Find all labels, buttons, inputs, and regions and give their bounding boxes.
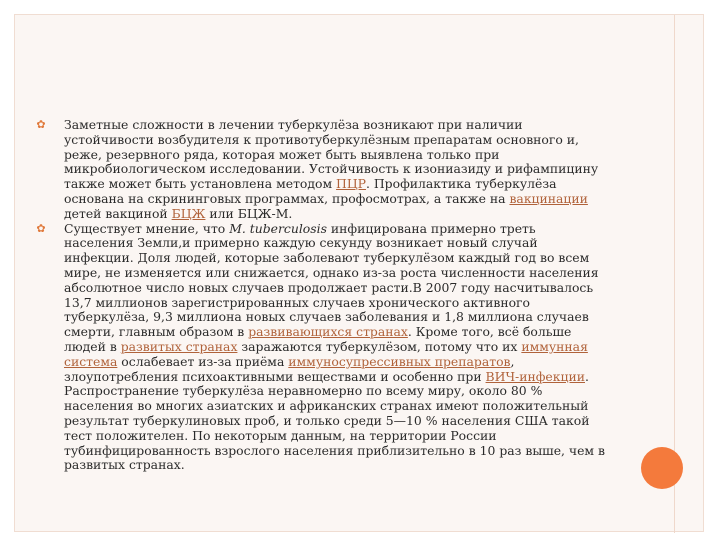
bullet-icon: ✿	[36, 221, 46, 235]
bullet-text-2	[64, 221, 605, 473]
text-segment: ослабевает из-за приёма	[117, 353, 289, 369]
slide-content	[36, 118, 606, 473]
inline-link[interactable]: вакцинации	[509, 190, 588, 206]
orange-circle-decoration	[641, 447, 683, 489]
inline-link[interactable]: БЦЖ	[171, 205, 206, 221]
inline-link[interactable]: иммунная система	[64, 338, 588, 369]
inline-link[interactable]: ВИЧ-инфекции	[485, 368, 585, 384]
text-segment: . Профилактика туберкулёза основана на скрининговых программах, профосмотрах, а также на	[64, 176, 557, 206]
text-segment: инфицирована примерно треть населения Земли,и примерно каждую секунду возникает новый случай инфекции. Доля людей, которые заболевают туберкулёзом каждый год во всем мире, не изменяется или снижается, однако из-за роста численности населения абсолютное число новых случаев продолжает расти.В 2007 году насчитывалось 13,7 миллионов зарегистрированных случаев хронического активного туберкулёза, 9,3 миллиона новых случаев заболевания и 1,8 миллиона случаев смерти, главным образом в	[64, 220, 599, 340]
inline-link[interactable]: иммуносупрессивных препаратов	[288, 353, 511, 369]
italic-text: M. tuberculosis	[229, 220, 327, 236]
text-segment: или БЦЖ-М.	[205, 205, 293, 221]
text-segment: детей вакциной	[64, 205, 172, 221]
text-segment: , злоупотребления психоактивными веществами и особенно при	[64, 353, 515, 384]
inline-link[interactable]: развивающихся странах	[248, 324, 408, 340]
text-segment: . Кроме того, всё больше людей в	[64, 324, 572, 354]
text-segment: Заметные сложности в лечении туберкулёза возникают при наличии устойчивости возбудителя к противотуберкулёзным препаратам основного и, реже, резервного ряда, которая может быть выявлена только при микробиологическом исследовании. Устойчивость к изониазиду и рифампицину также может быть установлена методом	[64, 117, 599, 192]
bullet-item-1	[36, 118, 606, 222]
text-segment: . Распространение туберкулёза неравномерно по всему миру, около 80 % населения во многих азиатских и африканских странах имеют положительный результат туберкулиновых проб, и только среди 5—10 % населения США такой тест положителен. По некоторым данным, на территории России тубинфицированность взрослого населения приблизительно в 10 раз выше, чем в развитых странах.	[64, 368, 605, 473]
inline-link[interactable]: развитых странах	[120, 338, 238, 354]
text-segment: Существует мнение, что	[64, 220, 230, 236]
bullet-text-1	[64, 117, 598, 221]
bullet-icon: ✿	[36, 118, 46, 131]
inline-link[interactable]: ПЦР	[336, 176, 366, 192]
bullet-item-2	[36, 222, 606, 474]
text-segment: заражаются туберкулёзом, потому что их	[237, 338, 522, 354]
